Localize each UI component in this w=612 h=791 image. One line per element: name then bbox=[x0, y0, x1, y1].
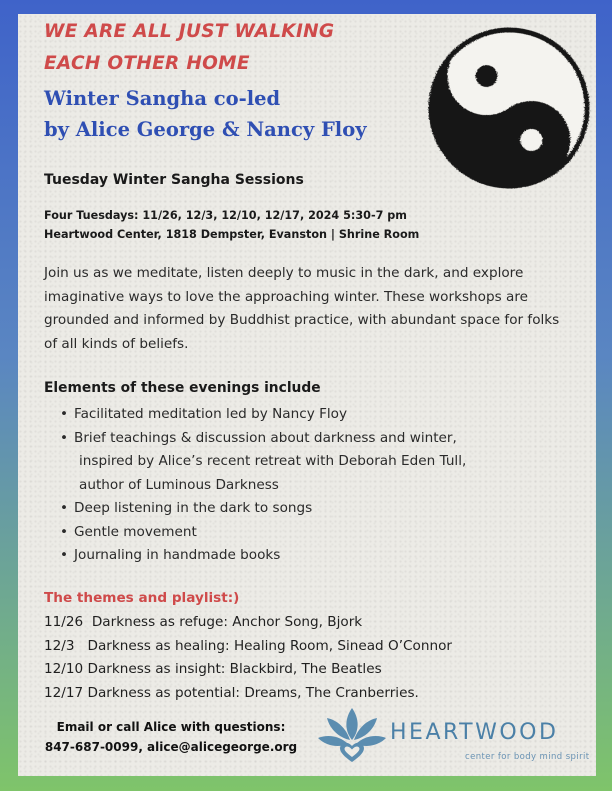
subtitle-line-2: by Alice George & Nancy Floy bbox=[44, 118, 367, 141]
contact-details: 847-687-0099, alice@alicegeorge.org bbox=[44, 740, 298, 754]
theme-line: 12/17 Darkness as potential: Dreams, The Cranberries. bbox=[44, 684, 419, 701]
yin-yang-icon bbox=[423, 22, 595, 194]
intro-paragraph: Join us as we meditate, listen deeply to music in the dark, and explore imaginative ways to love the approaching winter. These workshops are grounded and informed by Buddhist practice, with abundant space for folks of all kinds of beliefs. bbox=[44, 265, 560, 352]
heartwood-logo-text: HEARTWOOD bbox=[390, 720, 559, 745]
contact-prompt: Email or call Alice with questions: bbox=[56, 720, 286, 734]
list-item-line: inspired by Alice’s recent retreat with Deborah Eden Tull, bbox=[79, 453, 467, 469]
list-item bbox=[44, 427, 584, 498]
title-line-2: EACH OTHER HOME bbox=[44, 53, 250, 74]
contact-block bbox=[26, 717, 316, 757]
list-item-line: Brief teachings & discussion about darkness and winter, bbox=[74, 429, 457, 446]
elements-list bbox=[44, 403, 584, 568]
heartwood-tagline: center for body mind spirit bbox=[465, 752, 590, 762]
theme-line: 12/3 Darkness as healing: Healing Room, Sinead O’Connor bbox=[44, 637, 452, 654]
list-item-line: author of Luminous Darkness bbox=[79, 476, 279, 493]
themes-list bbox=[44, 611, 452, 705]
lotus-heart-icon bbox=[318, 704, 386, 764]
list-item: • Facilitated meditation led by Nancy Floy bbox=[44, 403, 584, 427]
subtitle-line-1: Winter Sangha co-led bbox=[44, 87, 281, 110]
theme-line: 11/26 Darkness as refuge: Anchor Song, Bjork bbox=[44, 614, 363, 630]
session-location: Heartwood Center, 1818 Dempster, Evanston | Shrine Room bbox=[44, 228, 420, 241]
flyer-page bbox=[18, 14, 596, 776]
list-item: • Deep listening in the dark to songs bbox=[44, 497, 584, 521]
list-item: • Journaling in handmade books bbox=[44, 544, 584, 568]
list-item: • Gentle movement bbox=[44, 521, 584, 545]
session-dates: Four Tuesdays: 11/26, 12/3, 12/10, 12/17, 2024 5:30-7 pm bbox=[44, 209, 407, 222]
theme-line: 12/10 Darkness as insight: Blackbird, The Beatles bbox=[44, 661, 382, 677]
elements-heading: Elements of these evenings include bbox=[44, 380, 321, 396]
sessions-heading: Tuesday Winter Sangha Sessions bbox=[44, 172, 304, 188]
themes-heading: The themes and playlist:) bbox=[44, 590, 240, 606]
title-line-1: WE ARE ALL JUST WALKING bbox=[44, 21, 335, 42]
